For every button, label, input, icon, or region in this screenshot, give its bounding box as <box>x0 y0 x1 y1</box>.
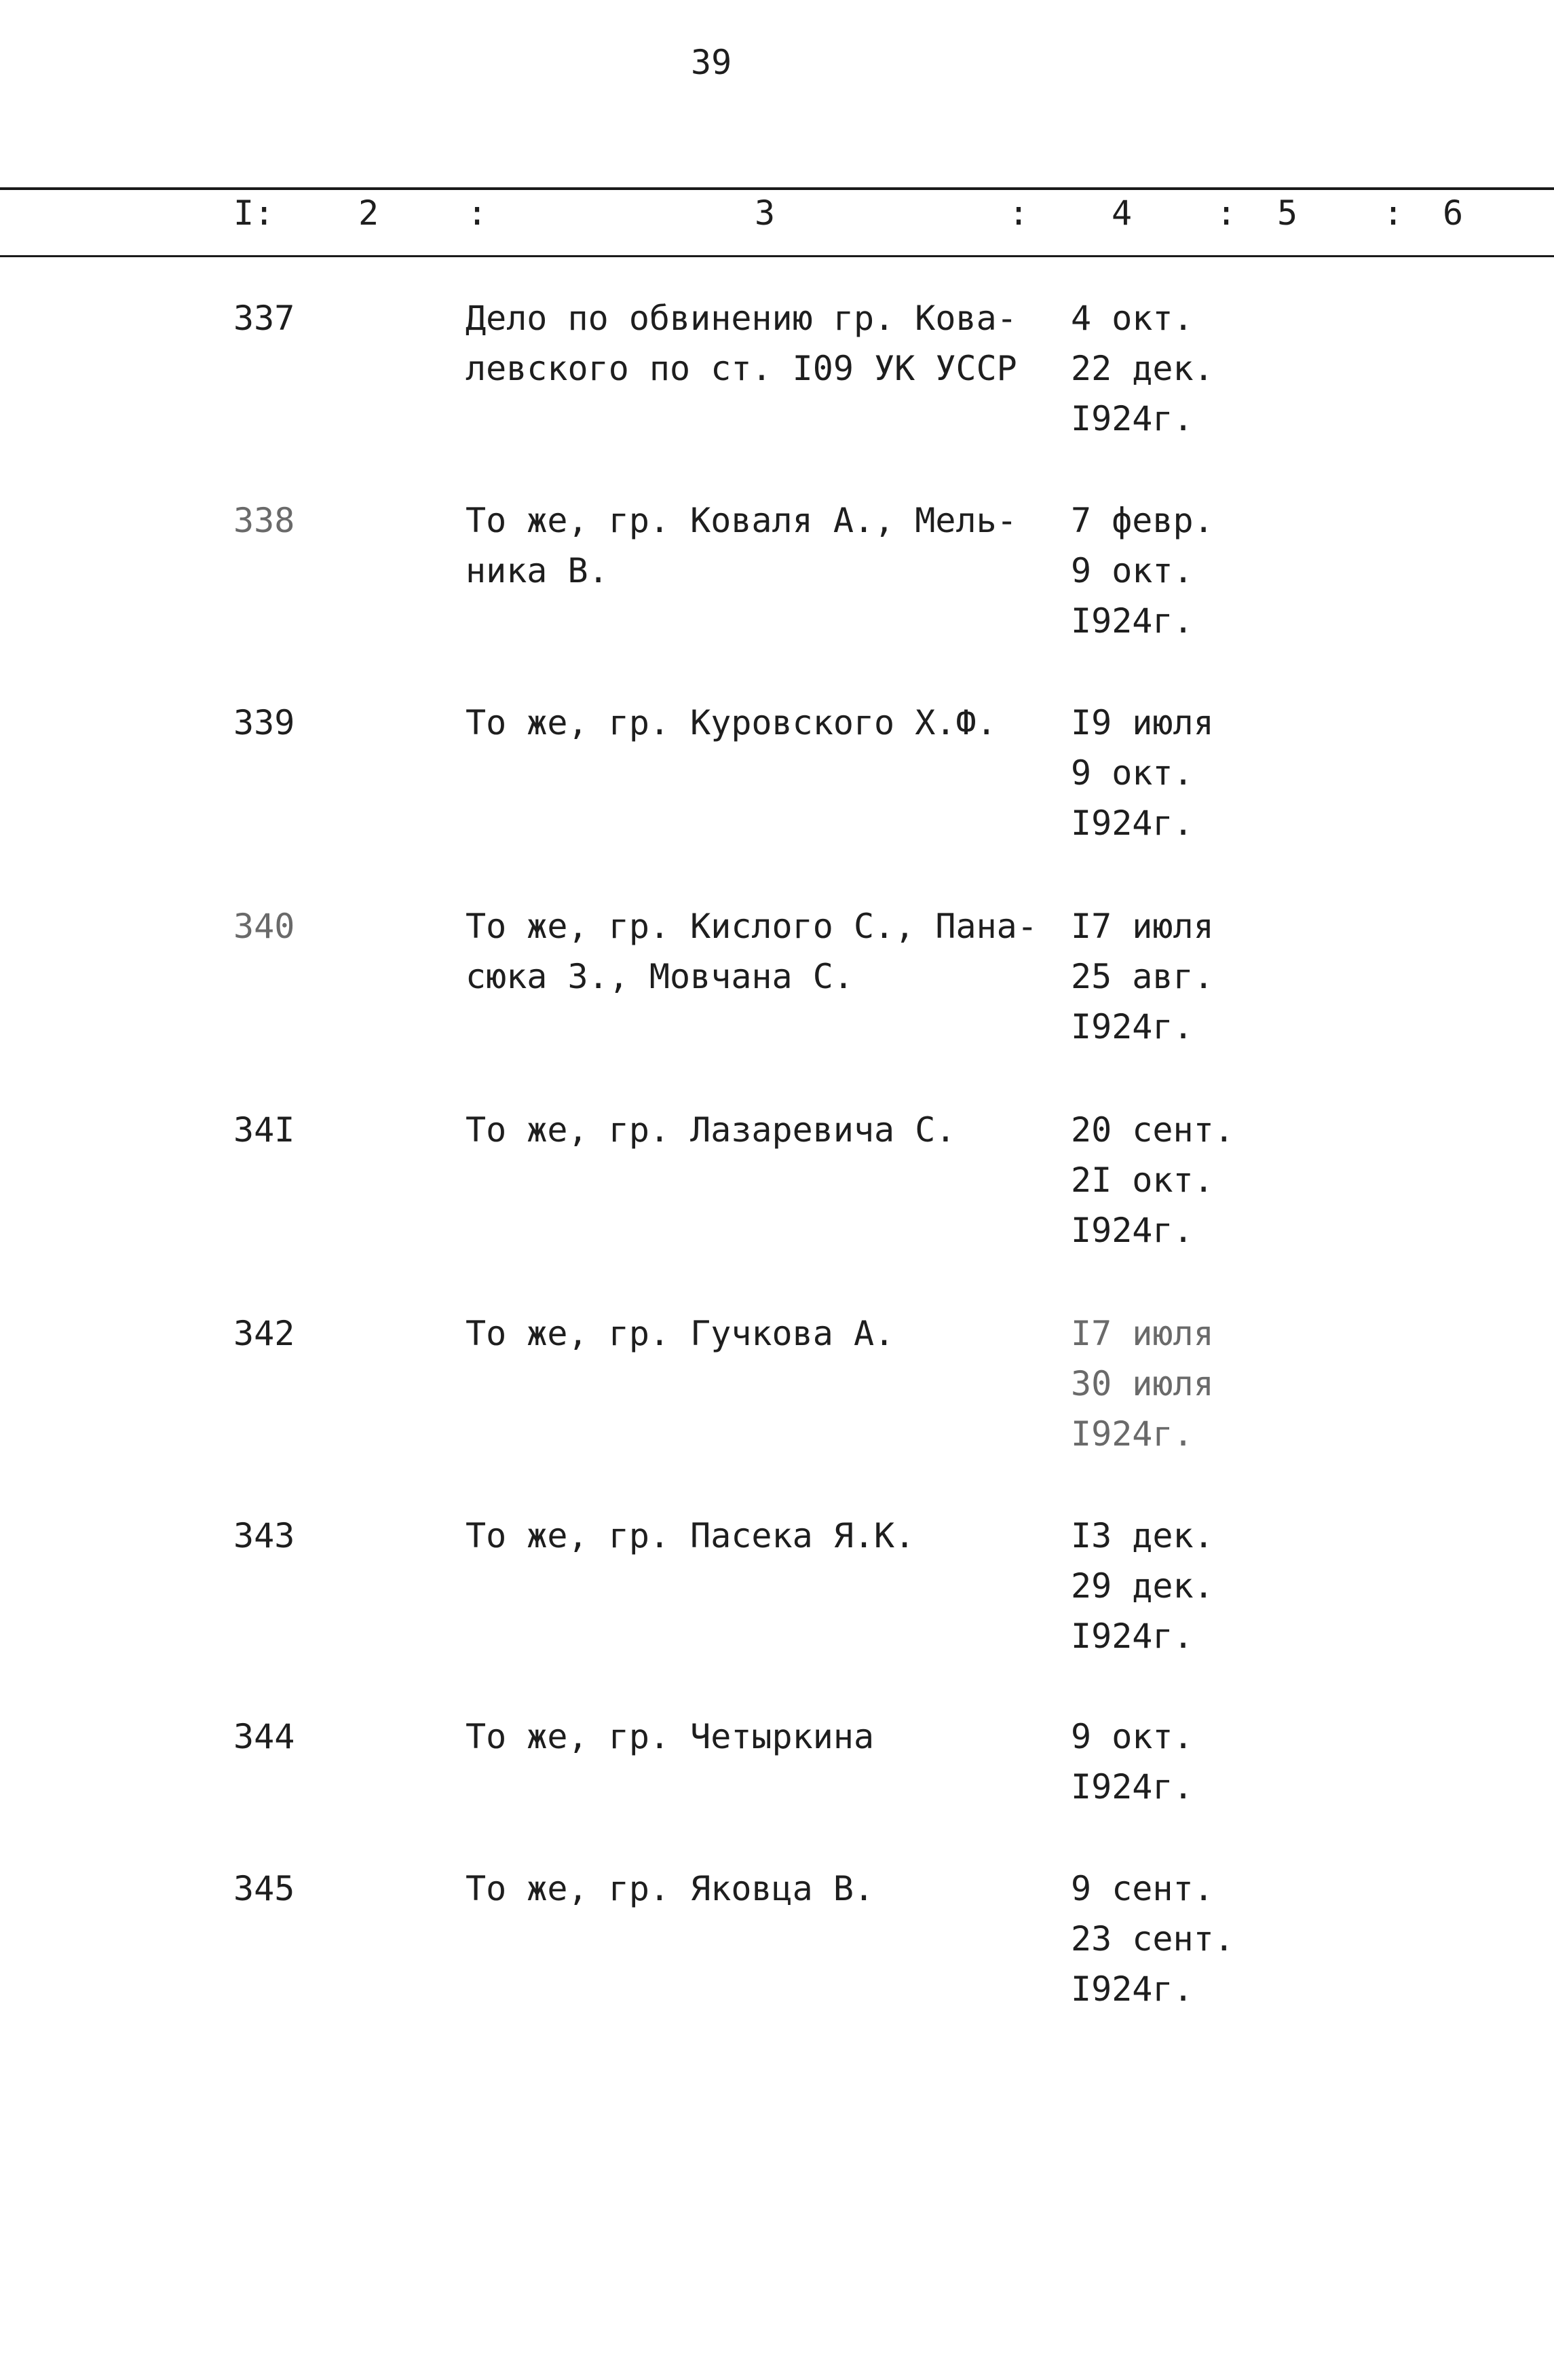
header-col-1: I: <box>233 193 275 233</box>
header-separator: : <box>1216 193 1237 233</box>
header-col-4: 4 <box>1112 193 1133 233</box>
description-line: ника В. <box>466 551 609 590</box>
description-line: левского по ст. I09 УК УССР <box>466 349 1017 388</box>
header-col-5: 5 <box>1277 193 1298 233</box>
row-description <box>466 1308 1059 1359</box>
row-dates <box>1071 495 1342 646</box>
description-line: Дело по обвинению гр. Кова- <box>466 299 1017 338</box>
date-line: I9 июля <box>1071 703 1214 742</box>
row-number: 340 <box>233 907 295 946</box>
description-line: То же, гр. Яковца В. <box>466 1869 875 1908</box>
row-dates <box>1071 901 1342 1052</box>
row-description <box>466 901 1059 1002</box>
date-line: 9 окт. <box>1071 551 1194 590</box>
date-line: I924г. <box>1071 399 1194 438</box>
header-separator: : <box>1008 193 1029 233</box>
row-dates <box>1071 1864 1342 2014</box>
row-number: 338 <box>233 501 295 540</box>
header-separator: : <box>467 193 488 233</box>
header-col-3: 3 <box>755 193 776 233</box>
row-number: 345 <box>233 1869 295 1908</box>
date-line: 22 дек. <box>1071 349 1214 388</box>
header-col-2: 2 <box>358 193 379 233</box>
date-line: I924г. <box>1071 1617 1194 1656</box>
table-header-bottom-rule <box>0 255 1554 257</box>
date-line: 7 февр. <box>1071 501 1214 540</box>
header-col-6: 6 <box>1443 193 1464 233</box>
description-line: То же, гр. Куровского Х.Ф. <box>466 703 997 742</box>
description-line: То же, гр. Четыркина <box>466 1717 875 1756</box>
row-number: 344 <box>233 1717 295 1756</box>
row-number: 34I <box>233 1110 295 1150</box>
row-description <box>466 1864 1059 1914</box>
row-number: 339 <box>233 703 295 742</box>
header-separator: : <box>1383 193 1404 233</box>
row-dates <box>1071 1308 1342 1459</box>
date-line: 9 окт. <box>1071 1717 1194 1756</box>
date-line: 9 сент. <box>1071 1869 1214 1908</box>
date-line: 20 сент. <box>1071 1110 1234 1150</box>
row-description <box>466 698 1059 748</box>
description-line: сюка З., Мовчана С. <box>466 957 854 996</box>
date-line: 4 окт. <box>1071 299 1194 338</box>
date-line: I924г. <box>1071 1767 1194 1807</box>
row-description <box>466 1712 1059 1762</box>
date-line: I924г. <box>1071 601 1194 641</box>
date-line: 29 дек. <box>1071 1566 1214 1606</box>
table-top-rule <box>0 187 1554 190</box>
date-line: 30 июля <box>1071 1364 1214 1403</box>
description-line: То же, гр. Пасека Я.К. <box>466 1516 915 1555</box>
row-description <box>466 293 1059 394</box>
row-number: 343 <box>233 1516 295 1555</box>
date-line: 2I окт. <box>1071 1160 1214 1200</box>
row-description <box>466 495 1059 596</box>
row-dates <box>1071 698 1342 848</box>
description-line: То же, гр. Коваля А., Мель- <box>466 501 1017 540</box>
row-dates <box>1071 1105 1342 1255</box>
date-line: I924г. <box>1071 1969 1194 2009</box>
row-number: 342 <box>233 1314 295 1353</box>
date-line: I7 июля <box>1071 1314 1214 1353</box>
date-line: I3 дек. <box>1071 1516 1214 1555</box>
date-line: I7 июля <box>1071 907 1214 946</box>
date-line: 9 окт. <box>1071 753 1194 793</box>
date-line: I924г. <box>1071 1007 1194 1046</box>
description-line: То же, гр. Гучкова А. <box>466 1314 895 1353</box>
date-line: 25 авг. <box>1071 957 1214 996</box>
description-line: То же, гр. Кислого С., Пана- <box>466 907 1038 946</box>
row-dates <box>1071 293 1342 444</box>
date-line: I924г. <box>1071 1211 1194 1250</box>
row-dates <box>1071 1712 1342 1812</box>
row-description <box>466 1511 1059 1561</box>
date-line: I924г. <box>1071 804 1194 843</box>
date-line: 23 сент. <box>1071 1919 1234 1959</box>
description-line: То же, гр. Лазаревича С. <box>466 1110 956 1150</box>
date-line: I924г. <box>1071 1414 1194 1454</box>
row-number: 337 <box>233 299 295 338</box>
row-description <box>466 1105 1059 1155</box>
page-number: 39 <box>691 43 732 82</box>
row-dates <box>1071 1511 1342 1661</box>
